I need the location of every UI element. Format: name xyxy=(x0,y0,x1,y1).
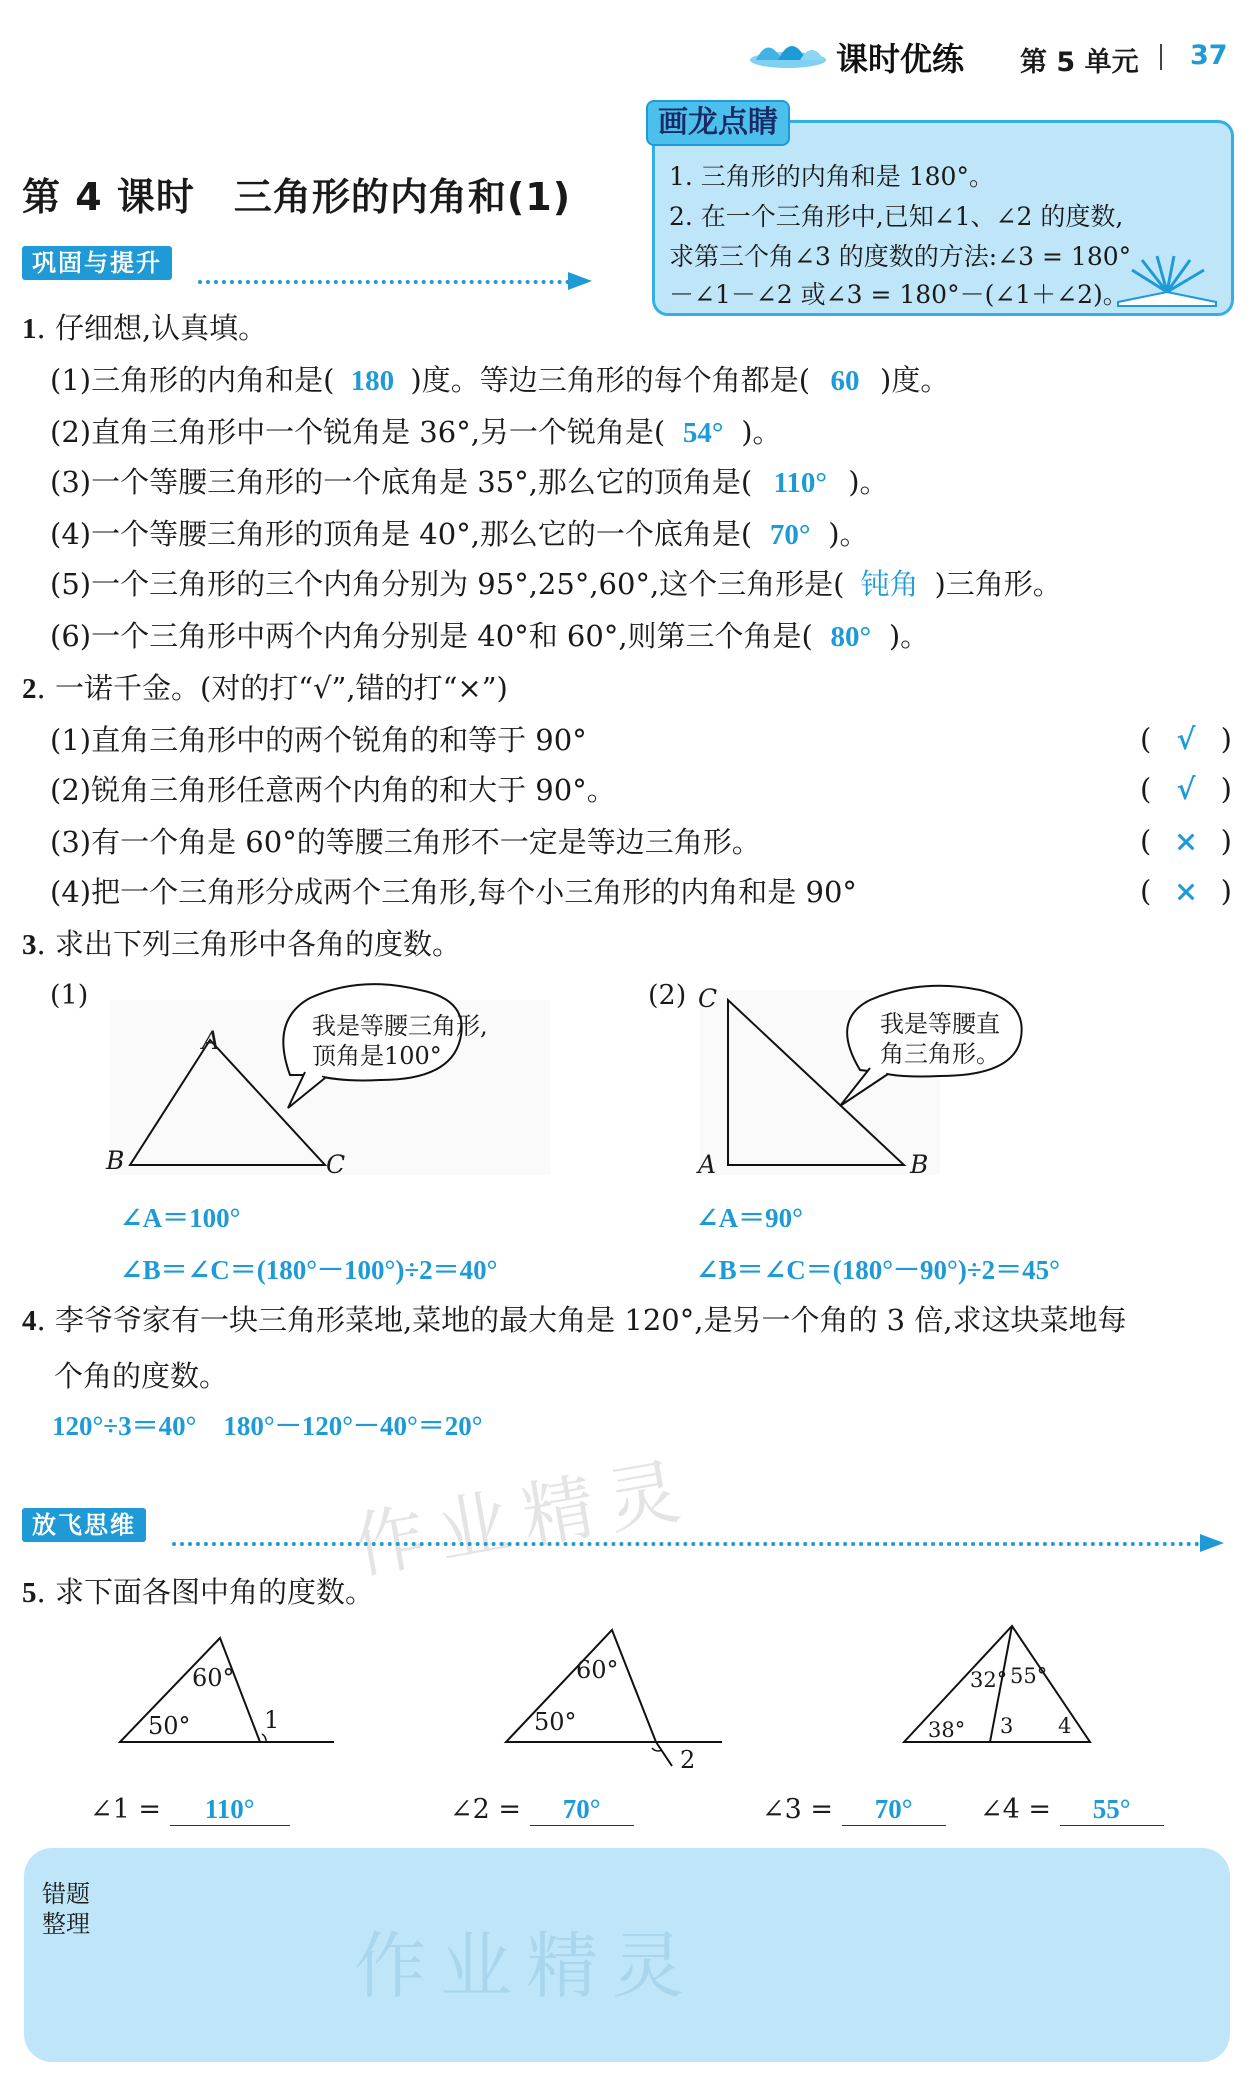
section-banner-consolidate: 巩固与提升 xyxy=(22,246,172,280)
q1-item-3: (3)一个等腰三角形的一个底角是 35°,那么它的顶角是( 110° )。 xyxy=(50,465,889,499)
q5-answer-1: ∠1 = 110° xyxy=(90,1794,290,1826)
q3-fig2-bubble-2: 角三角形。 xyxy=(880,1040,1000,1068)
q4-stem-line-1: 4. 李爷爷家有一块三角形菜地,菜地的最大角是 120°,是另一个角的 3 倍,求这块菜地每 xyxy=(22,1303,1127,1337)
q5-fig2 xyxy=(496,1620,736,1774)
answer-obtuse: 钝角 xyxy=(860,569,919,601)
header-divider xyxy=(1160,44,1162,70)
section-divider-2 xyxy=(172,1542,1200,1546)
q5-fig1-angle-n: 1 xyxy=(264,1706,280,1734)
q5-fig3-angle-n3: 3 xyxy=(1000,1714,1014,1738)
q1-item-4: (4)一个等腰三角形的顶角是 40°,那么它的一个底角是( 70° )。 xyxy=(50,517,869,551)
q5-answer-2: ∠2 = 70° xyxy=(450,1794,634,1826)
q5-fig2-angle-b: 50° xyxy=(534,1708,577,1736)
q3-fig2-answer-1: ∠A＝90° xyxy=(696,1203,803,1233)
q5-fig3-angle-a: 32° xyxy=(970,1668,1008,1692)
answer-54: 54° xyxy=(682,417,724,449)
tip-title: 画龙点睛 xyxy=(646,100,790,146)
answer-60: 60 xyxy=(830,365,860,397)
error-notes-label-1: 错题 xyxy=(42,1880,90,1908)
q2-judge-1: ( √ ) xyxy=(1140,722,1232,756)
book-icon xyxy=(1112,252,1222,312)
q3-fig1-bubble-2: 顶角是100° xyxy=(312,1042,442,1070)
tip-line-4: －∠1－∠2 或∠3 = 180°－(∠1＋∠2)。 xyxy=(669,280,1128,309)
q5-fig2-angle-n: 2 xyxy=(680,1746,696,1774)
q5-stem: 5. 求下面各图中角的度数。 xyxy=(22,1575,374,1609)
q3-stem: 3. 求出下列三角形中各角的度数。 xyxy=(22,927,461,961)
answer-180: 180 xyxy=(350,365,395,397)
q1-stem: 1. 仔细想,认真填。 xyxy=(22,311,268,345)
q5-fig1-angle-a: 60° xyxy=(192,1664,235,1692)
q4-answer: 120°÷3＝40° 180°－120°－40°＝20° xyxy=(52,1411,483,1441)
q3-fig2-answer-2: ∠B＝∠C＝(180°－90°)÷2＝45° xyxy=(696,1255,1060,1285)
q3-fig1-label: (1) xyxy=(50,980,89,1011)
q1-item-1: (1)三角形的内角和是( 180 )度。等边三角形的每个角都是( 60 )度。 xyxy=(50,363,950,397)
header-logo-icon xyxy=(748,30,828,74)
answer-110: 110° xyxy=(773,467,827,499)
q5-answer-3: ∠3 = 70° xyxy=(762,1794,946,1826)
watermark: 作业精灵 xyxy=(346,1446,700,1590)
q3-fig1-vertex-b: B xyxy=(106,1146,125,1175)
q2-judge-2: ( √ ) xyxy=(1140,772,1232,806)
q3-fig2-vertex-a: A xyxy=(698,1150,717,1179)
tip-line-1: 1. 三角形的内角和是 180°。 xyxy=(669,162,994,191)
q2-item-4: (4)把一个三角形分成两个三角形,每个小三角形的内角和是 90° xyxy=(50,875,857,909)
q3-fig1-answer-2: ∠B＝∠C＝(180°－100°)÷2＝40° xyxy=(120,1255,498,1285)
q2-item-1: (1)直角三角形中的两个锐角的和等于 90° xyxy=(50,723,587,757)
page-number: 37 xyxy=(1190,40,1228,71)
q1-item-2: (2)直角三角形中一个锐角是 36°,另一个锐角是( 54° )。 xyxy=(50,415,782,449)
q2-judge-4: ( × ) xyxy=(1140,874,1232,908)
q5-fig1-angle-b: 50° xyxy=(148,1712,191,1740)
q5-fig3-angle-n4: 4 xyxy=(1058,1714,1072,1738)
q3-fig1-bubble-1: 我是等腰三角形, xyxy=(312,1012,488,1040)
q3-fig2-bubble-1: 我是等腰直 xyxy=(880,1010,1000,1038)
q5-fig3-angle-c: 38° xyxy=(928,1718,966,1742)
q2-item-2: (2)锐角三角形任意两个内角的和大于 90°。 xyxy=(50,773,616,807)
error-notes-box xyxy=(24,1848,1230,2062)
section-divider xyxy=(198,280,570,284)
tip-line-2: 2. 在一个三角形中,已知∠1、∠2 的度数, xyxy=(669,202,1124,231)
q2-stem: 2. 一诺千金。(对的打“√”,错的打“×”) xyxy=(22,671,508,705)
q3-fig2-vertex-c: C xyxy=(698,984,718,1013)
q5-fig2-angle-a: 60° xyxy=(576,1656,619,1684)
q2-item-3: (3)有一个角是 60°的等腰三角形不一定是等边三角形。 xyxy=(50,825,761,859)
error-notes-label-2: 整理 xyxy=(42,1910,90,1938)
arrow-icon-2 xyxy=(1200,1534,1224,1552)
q3-fig2-vertex-b: B xyxy=(910,1150,929,1179)
q3-fig1-vertex-c: C xyxy=(326,1150,346,1179)
answer-80: 80° xyxy=(830,621,872,653)
header-unit: 第 5 单元 xyxy=(1020,47,1139,78)
answer-70: 70° xyxy=(769,519,811,551)
q1-item-6: (6)一个三角形中两个内角分别是 40°和 60°,则第三个角是( 80° )。 xyxy=(50,619,930,653)
lesson-title: 第 4 课时 三角形的内角和(1) xyxy=(22,175,572,219)
q3-fig1-vertex-a: A xyxy=(202,1026,221,1055)
q5-answer-4: ∠4 = 55° xyxy=(980,1794,1164,1826)
q4-stem-line-2: 个角的度数。 xyxy=(54,1359,229,1393)
tip-line-3: 求第三个角∠3 的度数的方法:∠3 = 180° xyxy=(669,242,1132,271)
section-banner-thinking: 放飞思维 xyxy=(22,1508,146,1542)
q1-item-5: (5)一个三角形的三个内角分别为 95°,25°,60°,这个三角形是( 钝角 )三角形。 xyxy=(50,567,1062,601)
header-brand: 课时优练 xyxy=(836,40,965,78)
q3-fig1-answer-1: ∠A＝100° xyxy=(120,1203,241,1233)
q2-judge-3: ( × ) xyxy=(1140,824,1232,858)
q5-fig3-angle-b: 55° xyxy=(1010,1664,1048,1688)
q3-fig2-label: (2) xyxy=(648,980,687,1011)
error-watermark: 作业精灵 xyxy=(354,1924,699,2008)
arrow-icon xyxy=(568,272,592,290)
